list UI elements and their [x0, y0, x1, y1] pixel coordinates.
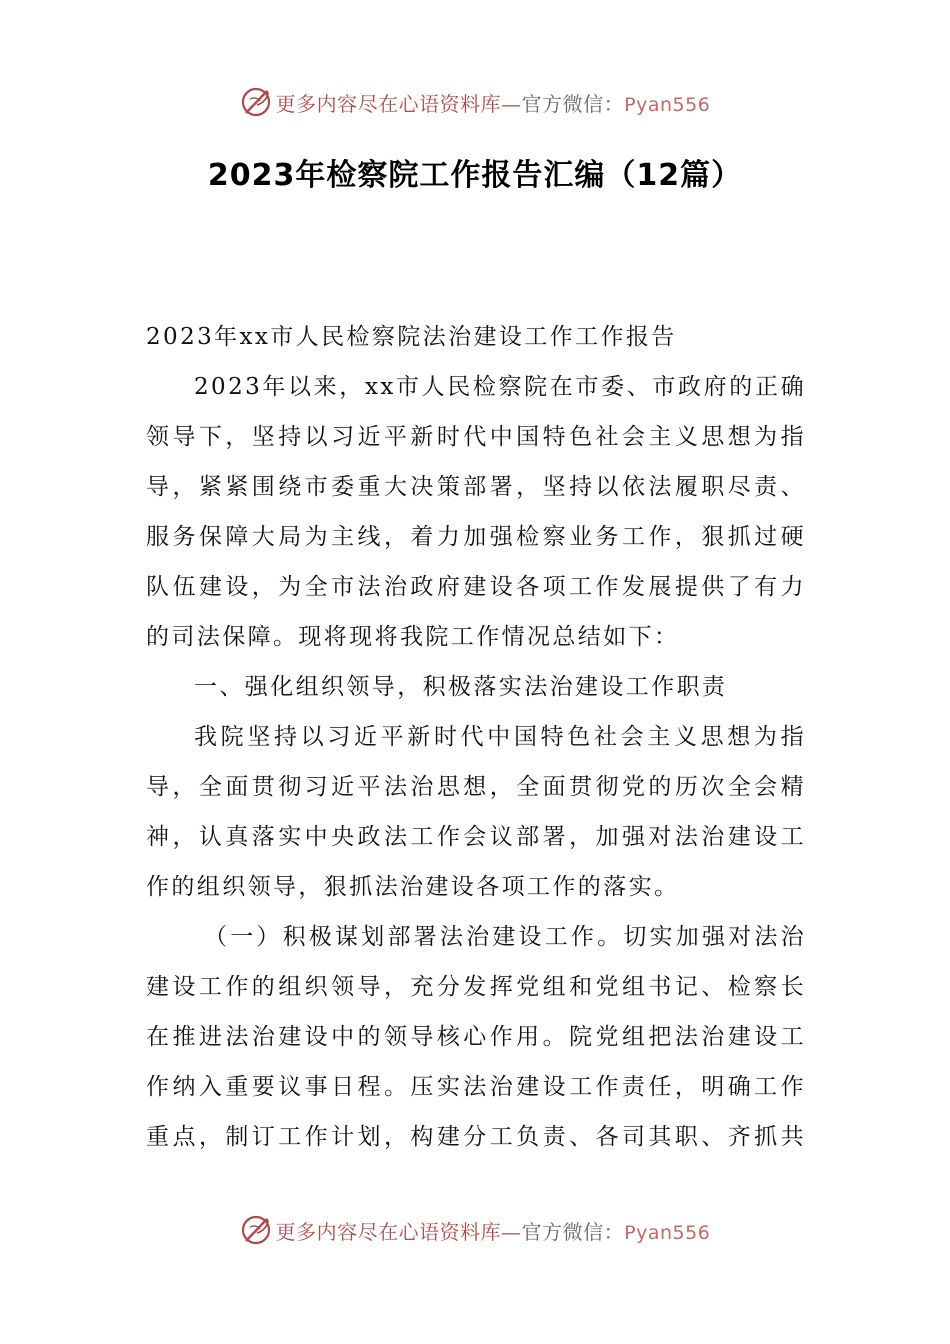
paragraph-section-body: 我院坚持以习近平新时代中国特色社会主义思想为指导，全面贯彻习近平法治思想，全面贯彻党的历次全会精神，认真落实中央政法工作会议部署，加强对法治建设工作的组织领导，狠抓法治建设各项工作的落实。: [146, 724, 806, 900]
quill-logo-icon: [240, 85, 274, 119]
watermark-wechat-id: Pyan556: [624, 1221, 711, 1244]
watermark-text: [276, 1216, 711, 1245]
quill-logo-icon: [240, 1213, 274, 1247]
watermark-banner-bottom: [0, 1210, 950, 1250]
watermark-text: [276, 88, 711, 117]
watermark-colon: ：: [603, 91, 625, 116]
paragraph-subsection: （一）积极谋划部署法治建设工作。切实加强对法治建设工作的组织领导，充分发挥党组和党组书记、检察长在推进法治建设中的领导核心作用。院党组把法治建设工作纳入重要议事日程。压实法治建设工作责任，明确工作重点，制订工作计划，构建分工负责、各司其职、齐抓共: [146, 924, 806, 1150]
watermark-wechat-id: Pyan556: [624, 93, 711, 116]
document-body: [146, 312, 806, 1162]
watermark-dash: —: [501, 91, 522, 116]
document-title: 2023年检察院工作报告汇编（12篇）: [207, 158, 743, 193]
watermark-banner-top: [0, 82, 950, 122]
report-heading: 2023年xx市人民检察院法治建设工作工作报告: [146, 324, 677, 350]
watermark-colon: ：: [603, 1219, 625, 1244]
watermark-label: 官方微信: [521, 91, 604, 116]
section-heading: 一、强化组织领导，积极落实法治建设工作职责: [194, 674, 728, 700]
watermark-slogan: 更多内容尽在心语资料库: [275, 91, 502, 116]
watermark-label: 官方微信: [521, 1219, 604, 1244]
paragraph-intro: 2023年以来，xx市人民检察院在市委、市政府的正确领导下，坚持以习近平新时代中国特色社会主义思想为指导，紧紧围绕市委重大决策部署，坚持以依法履职尽责、服务保障大局为主线，着力加强检察业务工作，狠抓过硬队伍建设，为全市法治政府建设各项工作发展提供了有力的司法保障。现将现将我院工作情况总结如下：: [146, 374, 806, 650]
watermark-slogan: 更多内容尽在心语资料库: [275, 1219, 502, 1244]
watermark-dash: —: [501, 1219, 522, 1244]
